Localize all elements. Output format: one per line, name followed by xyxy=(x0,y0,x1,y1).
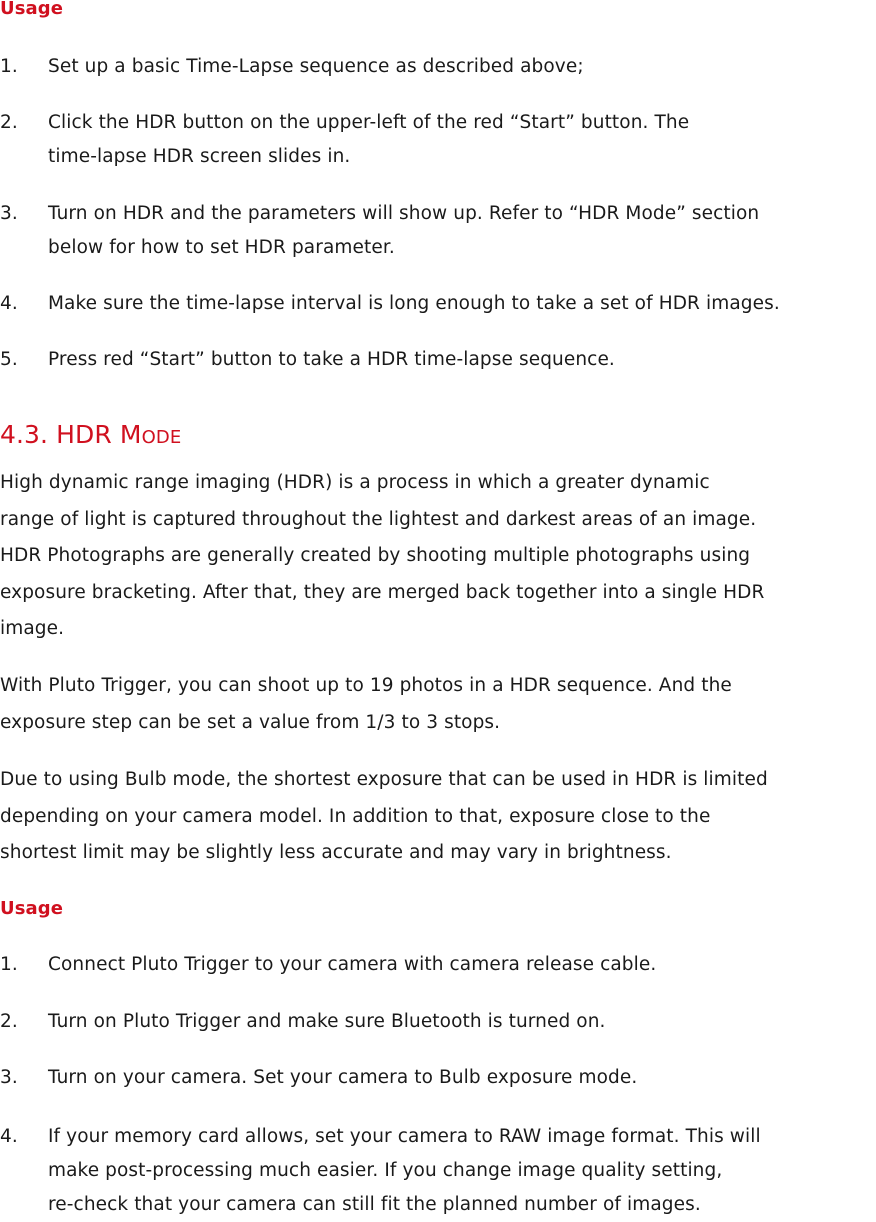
list-text: Turn on Pluto Trigger and make sure Bluetooth is turned on. xyxy=(48,1011,606,1032)
list-text: Turn on your camera. Set your camera to Bulb exposure mode. xyxy=(48,1067,638,1088)
list-text-continued: time-lapse HDR screen slides in. xyxy=(48,146,351,167)
body-paragraph: High dynamic range imaging (HDR) is a process in which a greater dynamic range of light is captured throughout the lightest and darkest areas of an image. HDR Photographs are generally created by shooting multiple photographs using exposure bracketing. After that, they are merged back together into a single HDR image. xyxy=(0,472,765,639)
list-number: 1. xyxy=(0,954,18,975)
usage-heading: Usage xyxy=(0,898,64,919)
list-text: Connect Pluto Trigger to your camera with camera release cable. xyxy=(48,954,657,975)
list-number: 5. xyxy=(0,349,18,370)
body-paragraph: Due to using Bulb mode, the shortest exposure that can be used in HDR is limited depending on your camera model. In addition to that, exposure close to the shortest limit may be slightly less accurate and may vary in brightness. xyxy=(0,769,768,863)
list-text-continued: below for how to set HDR parameter. xyxy=(48,237,395,258)
list-number: 4. xyxy=(0,293,18,314)
list-text: If your memory card allows, set your camera to RAW image format. This will xyxy=(48,1126,761,1147)
list-number: 2. xyxy=(0,112,18,133)
list-text-continued: make post-processing much easier. If you change image quality setting, xyxy=(48,1160,723,1181)
section-number: 4.3. xyxy=(0,420,49,449)
section-heading xyxy=(0,420,181,453)
list-number: 1. xyxy=(0,56,18,77)
list-number: 4. xyxy=(0,1126,18,1147)
list-text-continued: re-check that your camera can still fit the planned number of images. xyxy=(48,1194,701,1215)
list-text: Turn on HDR and the parameters will show up. Refer to “HDR Mode” section xyxy=(48,203,760,224)
body-paragraph: With Pluto Trigger, you can shoot up to 19 photos in a HDR sequence. And the exposure step can be set a value from 1/3 to 3 stops. xyxy=(0,675,732,733)
list-number: 3. xyxy=(0,1067,18,1088)
list-text: Click the HDR button on the upper-left of the red “Start” button. The xyxy=(48,112,690,133)
list-number: 2. xyxy=(0,1011,18,1032)
list-text: Make sure the time-lapse interval is long enough to take a set of HDR images. xyxy=(48,293,780,314)
list-text: Set up a basic Time-Lapse sequence as described above; xyxy=(48,56,584,77)
list-text: Press red “Start” button to take a HDR time-lapse sequence. xyxy=(48,349,615,370)
usage-heading: Usage xyxy=(0,0,64,19)
list-number: 3. xyxy=(0,203,18,224)
section-title: HDR MODE xyxy=(56,420,182,449)
